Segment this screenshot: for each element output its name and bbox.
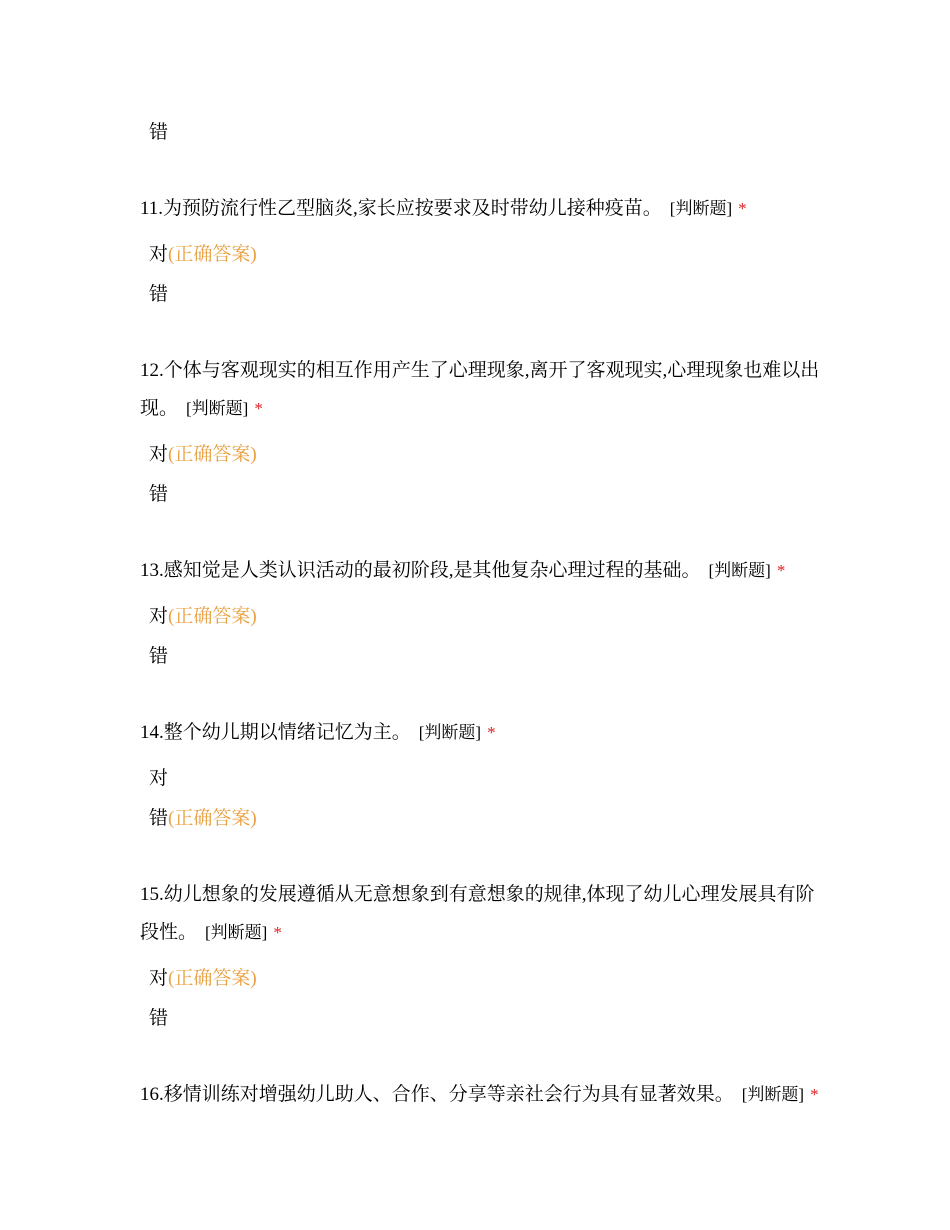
question-type-tag: [判断题]	[186, 399, 249, 418]
question-11-option-true	[149, 243, 257, 267]
required-mark: *	[776, 561, 786, 580]
question-type-tag: [判断题]	[669, 199, 733, 218]
question-15-title-line-2	[140, 921, 282, 945]
question-12-option-false	[149, 483, 168, 507]
question-11-title	[140, 197, 747, 221]
question-text: 现。	[140, 398, 179, 419]
question-13-option-true	[149, 605, 257, 629]
question-15-option-false	[149, 1007, 168, 1031]
question-15-option-true	[149, 967, 257, 991]
question-14-option-false	[149, 807, 257, 831]
question-12-option-true	[149, 443, 257, 467]
correct-answer-note: (正确答案)	[168, 244, 257, 265]
question-16-title	[140, 1083, 819, 1107]
option-label: 对	[149, 444, 169, 465]
option-label: 错	[149, 122, 169, 143]
question-type-tag: [判断题]	[708, 561, 771, 580]
question-13-title	[140, 559, 785, 583]
question-11-option-false	[149, 283, 168, 307]
required-mark: *	[738, 199, 747, 218]
question-14-option-true	[149, 767, 168, 791]
correct-answer-note: (正确答案)	[168, 808, 257, 829]
question-text: 段性。	[140, 922, 198, 943]
question-text: 15.幼儿想象的发展遵循从无意想象到有意想象的规律,体现了幼儿心理发展具有阶	[140, 884, 815, 905]
correct-answer-note: (正确答案)	[168, 606, 257, 627]
correct-answer-note: (正确答案)	[168, 968, 257, 989]
question-text: 11.为预防流行性乙型脑炎,家长应按要求及时带幼儿接种疫苗。	[140, 198, 662, 219]
option-label: 错	[149, 808, 169, 829]
required-mark: *	[810, 1085, 819, 1104]
question-12-title-line-2	[140, 397, 263, 421]
option-label: 错	[149, 646, 169, 667]
option-label: 错	[149, 284, 169, 305]
option-label: 错	[149, 484, 169, 505]
required-mark: *	[254, 399, 263, 418]
required-mark: *	[273, 923, 282, 942]
question-15-title-line-1	[140, 883, 815, 907]
question-text: 14.整个幼儿期以情绪记忆为主。	[140, 722, 411, 743]
question-type-tag: [判断题]	[418, 723, 482, 742]
question-text: 13.感知觉是人类认识活动的最初阶段,是其他复杂心理过程的基础。	[140, 560, 701, 581]
correct-answer-note: (正确答案)	[168, 444, 257, 465]
question-type-tag: [判断题]	[205, 923, 268, 942]
required-mark: *	[487, 723, 496, 742]
option-wrong-prev	[149, 121, 168, 145]
option-label: 对	[149, 968, 169, 989]
question-type-tag: [判断题]	[741, 1085, 805, 1104]
question-text: 12.个体与客观现实的相互作用产生了心理现象,离开了客观现实,心理现象也难以出	[140, 360, 820, 381]
question-12-title-line-1	[140, 359, 819, 383]
option-label: 对	[149, 244, 169, 265]
option-label: 对	[149, 606, 169, 627]
question-13-option-false	[149, 645, 168, 669]
question-text: 16.移情训练对增强幼儿助人、合作、分享等亲社会行为具有显著效果。	[140, 1084, 734, 1105]
question-14-title	[140, 721, 496, 745]
option-label: 错	[149, 1008, 169, 1029]
option-label: 对	[149, 768, 169, 789]
